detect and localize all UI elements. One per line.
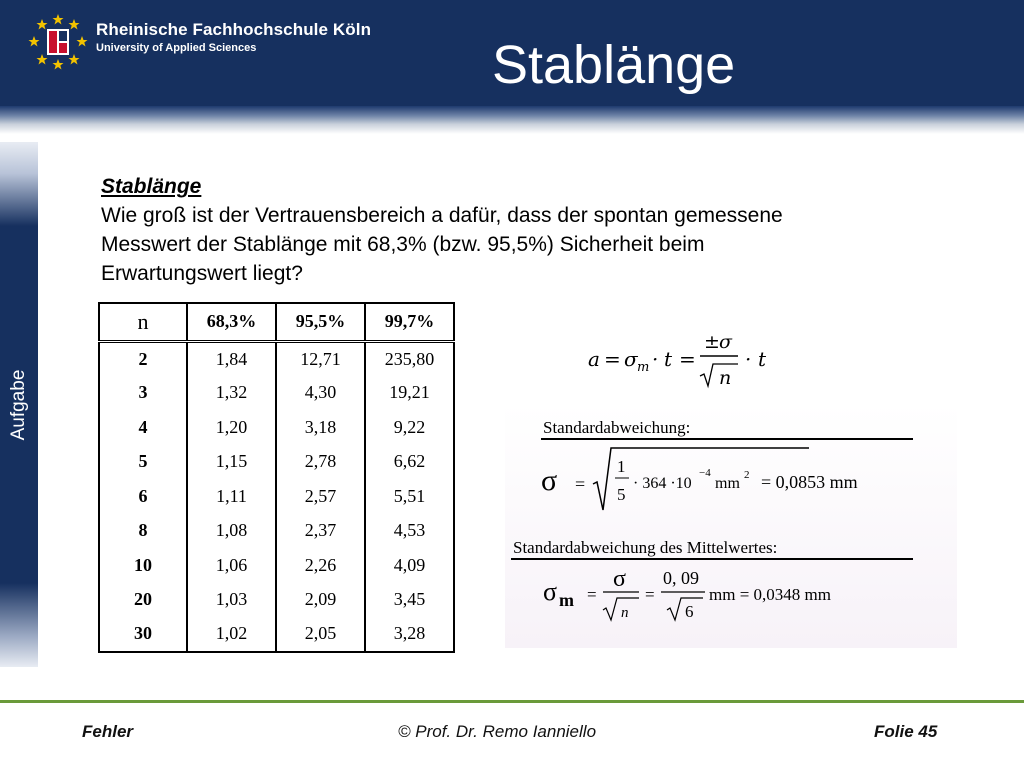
table-cell: 1,03 — [187, 583, 276, 618]
table-cell: 1,11 — [187, 479, 276, 514]
table-cell: 2,37 — [276, 514, 365, 549]
table-cell: 2,78 — [276, 445, 365, 480]
table-cell: 235,80 — [365, 341, 454, 376]
table-cell: 3,18 — [276, 410, 365, 445]
table-cell: 19,21 — [365, 376, 454, 411]
side-label: Aufgabe — [8, 369, 29, 441]
header-banner — [0, 0, 1024, 118]
svg-text:=: = — [679, 347, 696, 371]
table-cell: 3,45 — [365, 583, 454, 618]
t-factor-table — [98, 302, 455, 653]
table-cell-n: 30 — [99, 617, 187, 652]
table-cell: 2,26 — [276, 548, 365, 583]
table-row — [99, 617, 454, 652]
footer-divider — [0, 700, 1024, 703]
table-row — [99, 445, 454, 480]
svg-text:a: a — [588, 347, 600, 371]
table-cell: 2,09 — [276, 583, 365, 618]
svg-text:t: t — [664, 347, 673, 371]
table-cell: 1,15 — [187, 445, 276, 480]
slide-title: Stablänge — [492, 35, 736, 95]
table-cell: 6,62 — [365, 445, 454, 480]
svg-text:5: 5 — [617, 485, 626, 504]
table-row — [99, 514, 454, 549]
std-formula-graphic — [539, 444, 939, 516]
confidence-formula — [588, 326, 808, 399]
svg-text:σ: σ — [624, 347, 638, 371]
rfh-logo-icon — [28, 12, 88, 72]
svg-text:· 364 ·10: · 364 ·10 — [633, 475, 692, 492]
table-cell: 1,06 — [187, 548, 276, 583]
svg-text:±: ± — [704, 331, 720, 353]
table-row — [99, 376, 454, 411]
question-block — [101, 172, 821, 288]
table-cell: 9,22 — [365, 410, 454, 445]
table-header-cell: n — [99, 303, 187, 341]
table-cell-n: 10 — [99, 548, 187, 583]
mean-result: mm = 0,0348 mm — [709, 585, 831, 604]
table-cell: 2,05 — [276, 617, 365, 652]
header-divider — [0, 106, 1024, 134]
question-text: Wie groß ist der Vertrauensbereich a dafür, dass der spontan gemessene Messwert der Stablänge mit 68,3% (bzw. 95,5%) Sicherheit beim Erwartungswert liegt? — [101, 204, 783, 285]
svg-text:=: = — [604, 347, 621, 371]
footer-topic: Fehler — [82, 722, 134, 741]
table-cell: 4,09 — [365, 548, 454, 583]
table-row — [99, 479, 454, 514]
table-cell-n: 3 — [99, 376, 187, 411]
svg-text:σ: σ — [543, 577, 558, 606]
svg-text:t: t — [758, 347, 767, 371]
footer-author: © Prof. Dr. Remo Ianniello — [398, 722, 597, 741]
table-cell: 1,20 — [187, 410, 276, 445]
table-cell-n: 4 — [99, 410, 187, 445]
table-cell: 1,08 — [187, 514, 276, 549]
svg-text:6: 6 — [685, 602, 694, 621]
svg-text:=: = — [645, 585, 655, 604]
svg-text:·: · — [745, 347, 752, 371]
std-result: = 0,0853 mm — [761, 472, 858, 492]
mean-underline — [511, 558, 913, 560]
table-cell-n: 2 — [99, 341, 187, 376]
std-underline — [541, 438, 913, 440]
table-row — [99, 583, 454, 618]
table-cell: 12,71 — [276, 341, 365, 376]
mean-formula-graphic — [543, 562, 943, 626]
confidence-formula-graphic — [588, 326, 808, 394]
table-cell: 5,51 — [365, 479, 454, 514]
mean-label: Standardabweichung des Mittelwertes: — [513, 538, 778, 557]
svg-text:2: 2 — [744, 469, 750, 481]
table-row — [99, 341, 454, 376]
university-name: Rheinische Fachhochschule Köln — [96, 20, 372, 39]
table-cell: 1,84 — [187, 341, 276, 376]
svg-text:m: m — [559, 590, 574, 610]
svg-text:·: · — [652, 347, 659, 371]
svg-text:mm: mm — [715, 475, 740, 492]
svg-text:σ: σ — [541, 464, 558, 497]
std-deviation-formulas — [505, 404, 957, 648]
table-header-row — [99, 303, 454, 341]
svg-text:n: n — [621, 605, 629, 621]
table-cell-n: 6 — [99, 479, 187, 514]
table-header-cell: 99,7% — [365, 303, 454, 341]
std-label: Standardabweichung: — [543, 418, 691, 437]
table-cell-n: 8 — [99, 514, 187, 549]
table-row — [99, 410, 454, 445]
svg-text:σ: σ — [719, 331, 732, 353]
university-subtitle: University of Applied Sciences — [96, 42, 257, 54]
svg-text:0, 09: 0, 09 — [663, 568, 699, 588]
table-header-cell: 68,3% — [187, 303, 276, 341]
table-cell: 2,57 — [276, 479, 365, 514]
table-cell-n: 5 — [99, 445, 187, 480]
svg-text:=: = — [587, 585, 597, 604]
svg-text:1: 1 — [617, 457, 626, 476]
table-cell: 4,30 — [276, 376, 365, 411]
table-cell: 4,53 — [365, 514, 454, 549]
svg-text:σ: σ — [613, 566, 626, 592]
table-cell: 1,32 — [187, 376, 276, 411]
table-header-cell: 95,5% — [276, 303, 365, 341]
svg-text:n: n — [719, 367, 732, 389]
table-row — [99, 548, 454, 583]
svg-text:−4: −4 — [699, 467, 711, 479]
table-cell-n: 20 — [99, 583, 187, 618]
svg-text:=: = — [575, 474, 586, 494]
side-bar — [0, 142, 38, 667]
svg-text:m: m — [637, 360, 650, 375]
question-heading: Stablänge — [101, 175, 202, 198]
footer-slide-number: Folie 45 — [874, 722, 938, 741]
table-cell: 3,28 — [365, 617, 454, 652]
table-cell: 1,02 — [187, 617, 276, 652]
